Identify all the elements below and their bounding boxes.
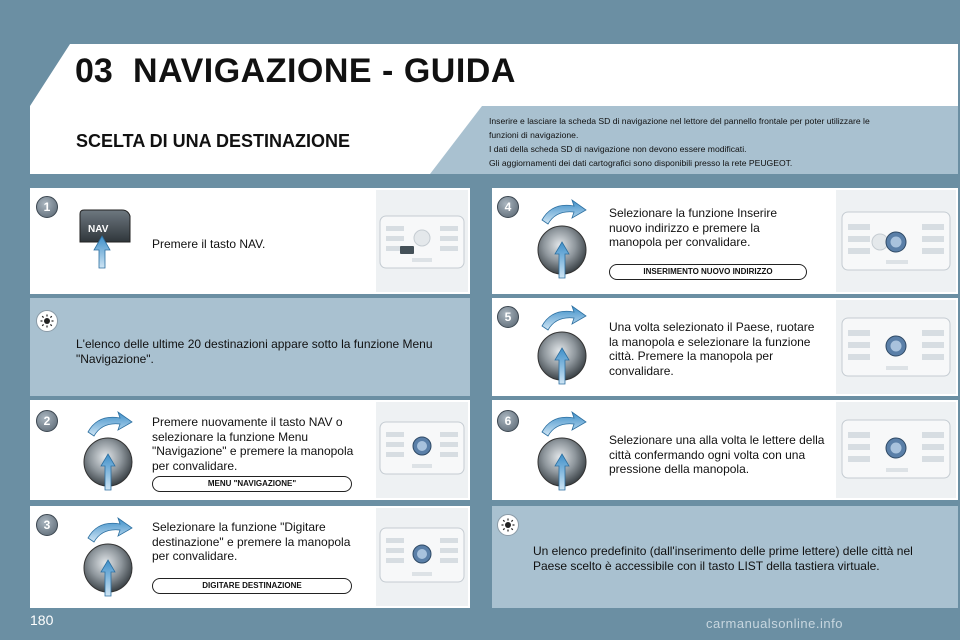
intro-corner — [430, 106, 482, 174]
header-corner — [30, 44, 70, 106]
intro-line: funzioni di navigazione. — [489, 130, 579, 140]
step-4-badge: 4 — [497, 196, 519, 218]
radio-panel-thumbnail-5 — [836, 300, 956, 394]
intro-line: I dati della scheda SD di navigazione non devono essere modificati. — [489, 144, 747, 154]
radio-panel-thumbnail-4 — [836, 190, 956, 292]
chapter-number: 03 — [75, 52, 113, 90]
radio-panel-icon — [836, 300, 956, 394]
radio-panel-icon — [836, 190, 956, 292]
step-2-badge: 2 — [36, 410, 58, 432]
step-1-badge: 1 — [36, 196, 58, 218]
rotary-knob-icon — [78, 406, 138, 496]
tip-2-text: Un elenco predefinito (dall'inserimento delle prime lettere) delle città nel Paese scelto è accessibile con il tasto LIST della tastiera virtuale. — [533, 544, 913, 573]
inserimento-nuovo-indirizzo-label: INSERIMENTO NUOVO INDIRIZZO — [609, 264, 807, 280]
watermark: carmanualsonline.info — [706, 616, 843, 631]
step-5-badge: 5 — [497, 306, 519, 328]
page-title: NAVIGAZIONE - GUIDA — [133, 52, 516, 90]
menu-navigazione-label: MENU "NAVIGAZIONE" — [152, 476, 352, 492]
radio-panel-thumbnail-6 — [836, 402, 956, 498]
page-number: 180 — [30, 612, 54, 628]
radio-panel-thumbnail-1 — [376, 190, 468, 292]
step-6-text: Selezionare una alla volta le lettere della città confermando ogni volta con una pressione della manopola. — [609, 433, 825, 476]
rotary-knob-icon — [78, 512, 138, 602]
radio-panel-thumbnail-3 — [376, 508, 468, 606]
step-2-text: Premere nuovamente il tasto NAV o selezionare la funzione Menu "Navigazione" e premere la manopola per convalidare. — [152, 415, 354, 473]
step-4-text: Selezionare la funzione Inserire nuovo indirizzo e premere la manopola per convalidare. — [609, 206, 778, 249]
radio-panel-icon — [376, 190, 468, 292]
rotary-knob-icon — [532, 406, 592, 496]
rotary-knob-icon — [532, 194, 592, 284]
nav-key-label: NAV — [88, 224, 109, 235]
tip-2-bulb-icon — [497, 514, 519, 536]
tip-1-bulb-icon — [36, 310, 58, 332]
step-6-badge: 6 — [497, 410, 519, 432]
step-5-text: Una volta selezionato il Paese, ruotare la manopola e selezionare la funzione città. Premere la manopola per convalidare. — [609, 320, 815, 378]
step-3-text: Selezionare la funzione "Digitare destinazione" e premere la manopola per convalidare. — [152, 520, 351, 563]
tip-1-text: L'elenco delle ultime 20 destinazioni appare sotto la funzione Menu "Navigazione". — [76, 337, 433, 366]
radio-panel-icon — [376, 508, 468, 606]
radio-panel-icon — [376, 402, 468, 498]
intro-text — [489, 114, 949, 170]
intro-line: Gli aggiornamenti dei dati cartografici sono disponibili presso la rete PEUGEOT. — [489, 158, 793, 168]
digitare-destinazione-label: DIGITARE DESTINAZIONE — [152, 578, 352, 594]
rotary-knob-icon — [532, 300, 592, 390]
step-1-text: Premere il tasto NAV. — [152, 237, 266, 251]
nav-button-icon — [76, 206, 140, 270]
radio-panel-thumbnail-2 — [376, 402, 468, 498]
section-title: SCELTA DI UNA DESTINAZIONE — [76, 131, 350, 151]
intro-line: Inserire e lasciare la scheda SD di navigazione nel lettore del pannello frontale per poter utilizzare le — [489, 116, 870, 126]
radio-panel-icon — [836, 402, 956, 498]
step-3-badge: 3 — [36, 514, 58, 536]
